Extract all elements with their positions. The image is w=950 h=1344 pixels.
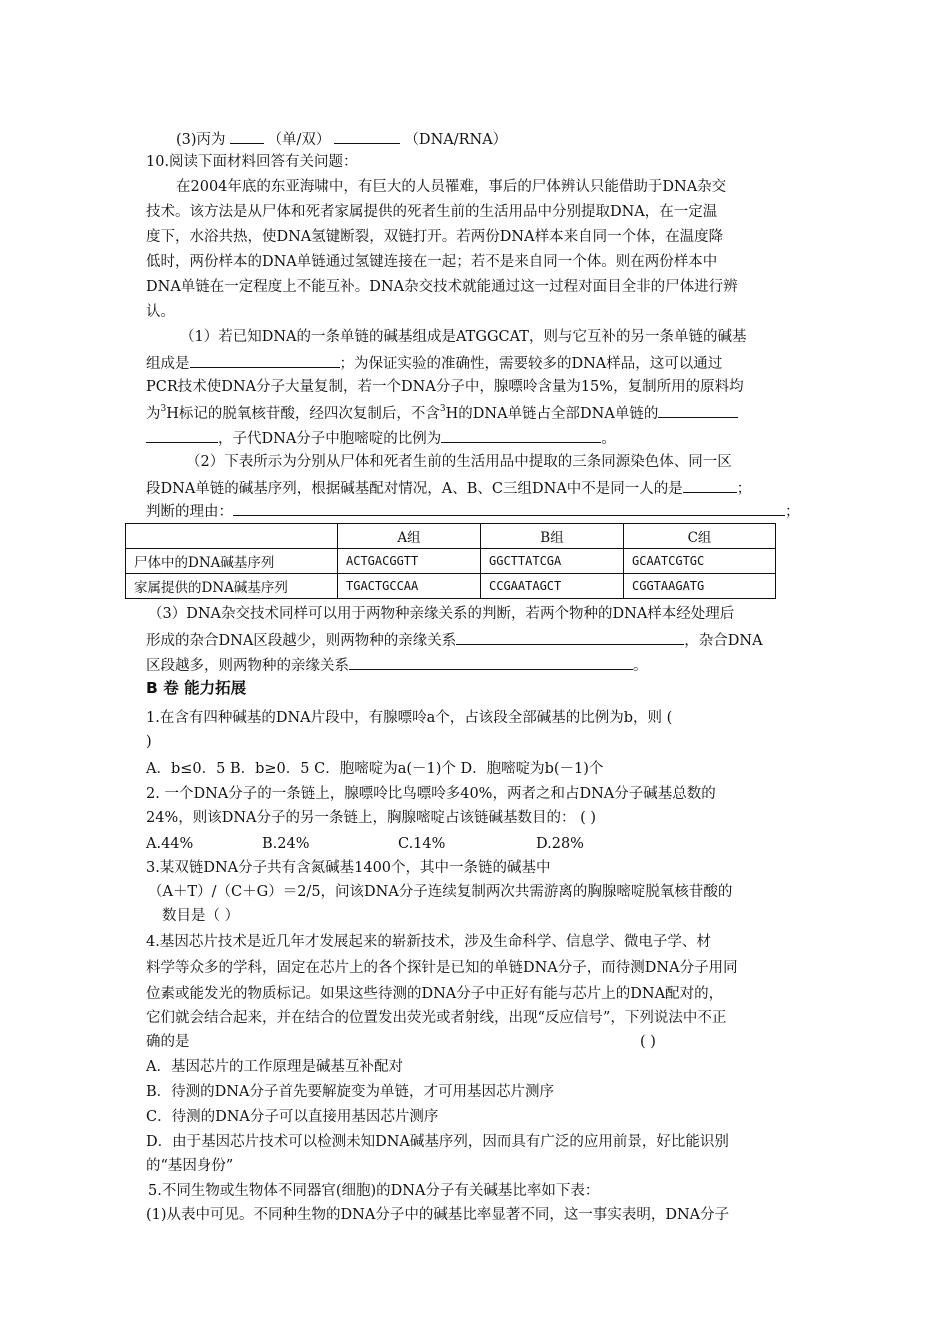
q10-part1-text: 为 — [146, 406, 161, 422]
answer-blank[interactable] — [658, 402, 738, 418]
b1-options: A．b≤0．5 B．b≥0．5 C．胞嘧啶为a(－1)个 D．胞嘧啶为b(－1)个 — [146, 761, 604, 777]
b4-answer-paren: ( ) — [640, 1034, 656, 1050]
b4-option-d: D．由于基因芯片技术可以检测未知DNA碱基序列，因而具有广泛的应用前景，好比能识别 — [146, 1134, 729, 1150]
q10-part1-text: H标记的脱氧核苷酸，经四次复制后，不含 — [166, 406, 440, 422]
q10-para-line: 认。 — [146, 304, 175, 320]
table-cell: CCGAATAGCT — [481, 574, 624, 599]
answer-blank[interactable] — [190, 352, 340, 368]
superscript: 3 — [439, 404, 446, 414]
q9-part3-line — [176, 128, 507, 150]
answer-blank[interactable] — [334, 128, 400, 144]
answer-blank[interactable] — [230, 128, 264, 144]
table-cell: GGCTTATCGA — [481, 549, 624, 574]
q10-part1-text: ，子代DNA分子中胞嘧啶的比例为 — [218, 431, 442, 447]
q10-para-line: 技术。该方法是从尸体和死者家属提供的死者生前的生活用品中分别提取DNA，在一定温 — [146, 204, 718, 220]
option-c: C.14% — [398, 836, 446, 852]
b1-stem: 1.在含有四种碱基的DNA片段中，有腺嘌呤a个，占该段全部碱基的比例为b，则 ( — [146, 710, 673, 726]
b5-part1: (1)从表中可见。不同种生物的DNA分子中的碱基比率显著不同，这一事实表明，DNA分子 — [146, 1207, 730, 1223]
q9-part3-option: （单/双） — [267, 132, 331, 148]
answer-blank[interactable] — [456, 629, 684, 645]
b4-option-b: B．待测的DNA分子首先要解旋变为单链，才可用基因芯片测序 — [146, 1084, 554, 1100]
q10-part1-text: H的DNA单链占全部DNA单链的 — [445, 406, 659, 422]
q9-part3-option: （DNA/RNA） — [404, 132, 508, 148]
q10-part1-text: ；为保证实验的准确性，需要较多的DNA样品，这可以通过 — [339, 356, 723, 372]
table-row — [126, 574, 776, 599]
table-cell: GCAATCGTGC — [624, 549, 776, 574]
dna-sequence-table — [125, 523, 776, 599]
q10-part2-text: ； — [785, 504, 800, 520]
q10-part3-line — [146, 629, 763, 651]
answer-blank[interactable] — [146, 427, 218, 443]
b4-stem: 它们就会结合起来，并在结合的位置发出荧光或者射线，出现“反应信号”，下列说法中不正 — [146, 1010, 727, 1026]
answer-blank[interactable] — [441, 427, 601, 443]
q10-part2-text: 段DNA单链的碱基序列，根据碱基配对情况，A、B、C三组DNA中不是同一人的是 — [146, 481, 683, 497]
q10-para-line: 度下，水浴共热，使DNA氢键断裂，双链打开。若两份DNA样本来自同一个体，在温度降 — [146, 229, 724, 245]
q10-part3-text: ，杂合DNA — [684, 633, 763, 649]
q10-part2-text: 判断的理由： — [146, 504, 233, 520]
q10-part1-text: 组成是 — [146, 356, 190, 372]
b4-stem: 确的是 — [146, 1034, 190, 1050]
q10-part1-line: PCR技术使DNA分子大量复制，若一个DNA分子中，腺嘌呤含量为15%，复制所用的原料均 — [146, 379, 744, 395]
q10-part2-line — [146, 500, 800, 522]
b4-option-c: C．待测的DNA分子可以直接用基因芯片测序 — [146, 1109, 439, 1125]
b4-option-d: 的“基因身份” — [146, 1158, 234, 1174]
q10-title: 10.阅读下面材料回答有关问题： — [146, 154, 358, 170]
b4-stem: 位素或能发光的物质标记。如果这些待测的DNA分子中正好有能与芯片上的DNA配对的， — [146, 986, 724, 1002]
q10-para-line: DNA单链在一定程度上不能互补。DNA杂交技术就能通过这一过程对面目全非的尸体进行辨 — [146, 279, 738, 295]
table-row-label: 尸体中的DNA碱基序列 — [126, 549, 338, 574]
b3-stem: 数目是（ ） — [162, 908, 240, 924]
option-b: B.24% — [262, 836, 310, 852]
b4-option-a: A．基因芯片的工作原理是碱基互补配对 — [146, 1059, 403, 1075]
q10-para-line: 低时，两份样本的DNA单链通过氢键连接在一起；若不是来自同一个体。则在两份样本中 — [146, 254, 718, 270]
q10-part2-text: ； — [736, 481, 752, 497]
option-d: D.28% — [536, 836, 584, 852]
answer-blank[interactable] — [233, 500, 785, 516]
table-header-cell: A组 — [338, 524, 481, 549]
b2-stem: 24%，则该DNA分子的另一条链上，胸腺嘧啶占该链碱基数目的： ( ) — [146, 810, 597, 826]
q10-part1-text: 。 — [601, 431, 616, 447]
answer-blank[interactable] — [349, 654, 633, 670]
table-row-label: 家属提供的DNA碱基序列 — [126, 574, 338, 599]
q10-part2-line: （2）下表所示为分别从尸体和死者生前的生活用品中提取的三条同源染色体、同一区 — [186, 454, 732, 470]
table-header-cell — [126, 524, 338, 549]
q10-para-line: 在2004年底的东亚海啸中，有巨大的人员罹难，事后的尸体辨认只能借助于DNA杂交 — [176, 179, 727, 195]
table-cell: CGGTAAGATG — [624, 574, 776, 599]
table-cell: TGACTGCCAA — [338, 574, 481, 599]
table-row — [126, 549, 776, 574]
q10-part3-text: 形成的杂合DNA区段越少，则两物种的亲缘关系 — [146, 633, 457, 649]
superscript: 3 — [160, 404, 167, 414]
q10-part3-text: 。 — [633, 658, 648, 674]
b2-options — [146, 834, 584, 854]
answer-blank[interactable] — [683, 477, 737, 493]
table-header-cell: B组 — [481, 524, 624, 549]
table-header-row — [126, 524, 776, 549]
q10-part1-line — [146, 427, 616, 449]
q10-part3-line — [146, 654, 648, 676]
q10-part1-line — [146, 402, 738, 424]
q10-part3-line: （3）DNA杂交技术同样可以用于两物种亲缘关系的判断，若两个物种的DNA样本经处理后 — [148, 606, 735, 622]
b4-stem: 4.基因芯片技术是近几年才发展起来的崭新技术，涉及生命科学、信息学、微电子学、材 — [146, 934, 711, 950]
option-a: A.44% — [146, 836, 194, 852]
q10-part1-line — [146, 352, 722, 374]
b1-stem: ) — [146, 734, 152, 750]
q10-part3-text: 区段越多，则两物种的亲缘关系 — [146, 658, 349, 674]
table-cell: ACTGACGGTT — [338, 549, 481, 574]
b3-stem: 3.某双链DNA分子共有含氮碱基1400个，其中一条链的碱基中 — [146, 860, 551, 876]
b3-stem: （A＋T）/（C＋G）＝2/5，问该DNA分子连续复制两次共需游离的胸腺嘧啶脱氧核苷酸的 — [148, 884, 733, 900]
q10-part2-line — [146, 477, 751, 499]
q10-part1-line: （1）若已知DNA的一条单链的碱基组成是ATGGCAT，则与它互补的另一条单链的碱基 — [180, 329, 747, 345]
b5-stem: 5.不同生物或生物体不同器官(细胞)的DNA分子有关碱基比率如下表： — [148, 1183, 600, 1199]
table-header-cell: C组 — [624, 524, 776, 549]
q9-part3-text: (3)丙为 — [176, 132, 226, 148]
b2-stem: 2. 一个DNA分子的一条链上，腺嘌呤比鸟嘌呤多40%，两者之和占DNA分子碱基总数的 — [146, 786, 716, 802]
section-b-title: B 卷 能力拓展 — [146, 679, 247, 697]
b4-stem: 料学等众多的学科，固定在芯片上的各个探针是已知的单链DNA分子，而待测DNA分子用同 — [146, 960, 738, 976]
